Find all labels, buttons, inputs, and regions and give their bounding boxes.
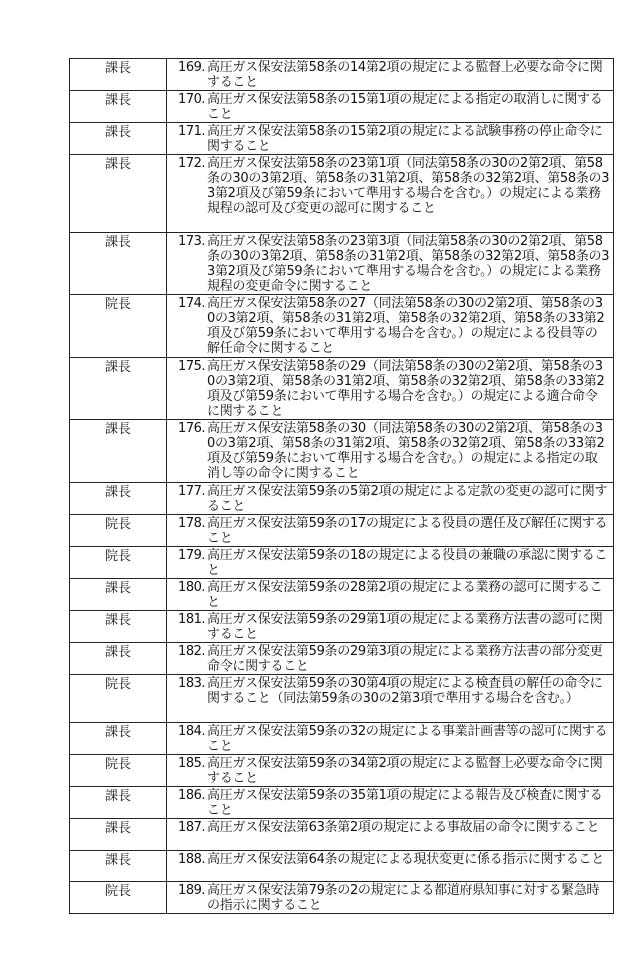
item-cell xyxy=(167,643,614,675)
item-text: 高圧ガス保安法第58条の27（同法第58条の30の2第2項、第58条の30の3第2項、第58条の31第2項、第58条の32第2項、第58条の33第2項及び第59条において準用する場合を含む。）の規定による役員等の解任命令に関すること xyxy=(207,296,605,356)
item-number: 172. xyxy=(178,156,205,171)
table-row xyxy=(70,755,614,787)
item-cell xyxy=(167,547,614,579)
item-text: 高圧ガス保安法第59条の18の規定による役員の兼職の承認に関すること xyxy=(207,548,608,578)
table-row xyxy=(70,358,614,420)
item-cell xyxy=(167,819,614,851)
table-row xyxy=(70,515,614,547)
table-row xyxy=(70,91,614,123)
item-number: 171. xyxy=(178,124,205,139)
role-cell: 院長 xyxy=(70,882,167,914)
item-number: 178. xyxy=(178,516,205,531)
item-text: 高圧ガス保安法第59条の28第2項の規定による業務の認可に関すること xyxy=(207,580,603,610)
item-cell xyxy=(167,91,614,123)
table-row xyxy=(70,547,614,579)
item-cell xyxy=(167,420,614,483)
table-row xyxy=(70,155,614,233)
role-cell: 課長 xyxy=(70,123,167,155)
item-text: 高圧ガス保安法第59条の17の規定による役員の選任及び解任に関すること xyxy=(207,516,608,546)
item-number: 179. xyxy=(178,548,205,563)
role-cell: 課長 xyxy=(70,483,167,515)
item-cell xyxy=(167,483,614,515)
item-number: 187. xyxy=(178,820,205,835)
table-row xyxy=(70,643,614,675)
role-cell: 課長 xyxy=(70,91,167,123)
role-cell: 院長 xyxy=(70,295,167,358)
table-row xyxy=(70,723,614,755)
role-cell: 院長 xyxy=(70,755,167,787)
table-row xyxy=(70,579,614,611)
role-cell: 課長 xyxy=(70,579,167,611)
role-cell: 院長 xyxy=(70,675,167,723)
table-row xyxy=(70,675,614,723)
item-text: 高圧ガス保安法第59条の29第1項の規定による業務方法書の認可に関すること xyxy=(207,612,603,642)
item-cell xyxy=(167,155,614,233)
table-row xyxy=(70,787,614,819)
table-row xyxy=(70,483,614,515)
table-row xyxy=(70,295,614,358)
table-row xyxy=(70,59,614,91)
table-row xyxy=(70,420,614,483)
item-cell xyxy=(167,233,614,295)
item-cell xyxy=(167,755,614,787)
role-cell: 課長 xyxy=(70,420,167,483)
item-cell xyxy=(167,358,614,420)
role-cell: 課長 xyxy=(70,59,167,91)
item-number: 182. xyxy=(178,644,205,659)
item-cell xyxy=(167,882,614,914)
item-number: 186. xyxy=(178,788,205,803)
item-text: 高圧ガス保安法第59条の32の規定による事業計画書等の認可に関すること xyxy=(207,724,608,754)
item-number: 170. xyxy=(178,92,205,107)
item-text: 高圧ガス保安法第59条の29第3項の規定による業務方法書の部分変更命令に関すること xyxy=(207,644,603,674)
item-number: 184. xyxy=(178,724,205,739)
item-number: 181. xyxy=(178,612,205,627)
table-row xyxy=(70,882,614,914)
item-text: 高圧ガス保安法第64条の規定による現状変更に係る指示に関すること xyxy=(207,852,604,867)
table-row xyxy=(70,819,614,851)
table-row xyxy=(70,611,614,643)
item-text: 高圧ガス保安法第59条の5第2項の規定による定款の変更の認可に関すること xyxy=(207,484,608,514)
item-cell xyxy=(167,515,614,547)
item-cell xyxy=(167,123,614,155)
item-cell xyxy=(167,787,614,819)
item-number: 175. xyxy=(178,359,205,374)
item-text: 高圧ガス保安法第58条の14第2項の規定による監督上必要な命令に関すること xyxy=(207,60,603,90)
item-text: 高圧ガス保安法第58条の29（同法第58条の30の2第2項、第58条の30の3第2項、第58条の31第2項、第58条の32第2項、第58条の33第2項及び第59条において準用する場合を含む。）の規定による適合命令に関すること xyxy=(207,359,605,419)
item-text: 高圧ガス保安法第79条の2の規定による都道府県知事に対する緊急時の指示に関すること xyxy=(207,883,600,913)
role-cell: 課長 xyxy=(70,851,167,882)
item-number: 189. xyxy=(178,883,205,898)
item-text: 高圧ガス保安法第58条の15第2項の規定による試験事務の停止命令に関すること xyxy=(207,124,603,154)
item-cell xyxy=(167,295,614,358)
item-number: 185. xyxy=(178,756,205,771)
item-text: 高圧ガス保安法第58条の23第3項（同法第58条の30の2第2項、第58条の30の3第2項、第58条の31第2項、第58条の32第2項、第58条の33第2項及び第59条において準用する場合を含む。）の規定による業務規程の変更命令に関すること xyxy=(207,234,610,294)
item-number: 169. xyxy=(178,60,205,75)
item-cell xyxy=(167,59,614,91)
item-text: 高圧ガス保安法第58条の30（同法第58条の30の2第2項、第58条の30の3第2項、第58条の31第2項、第58条の32第2項、第58条の33第2項及び第59条において準用する場合を含む。）の規定による指定の取消し等の命令に関すること xyxy=(207,421,605,481)
item-number: 180. xyxy=(178,580,205,595)
item-text: 高圧ガス保安法第59条の35第1項の規定による報告及び検査に関すること xyxy=(207,788,603,818)
item-cell xyxy=(167,579,614,611)
item-number: 173. xyxy=(178,234,205,249)
table-row xyxy=(70,123,614,155)
table-row xyxy=(70,851,614,882)
item-number: 176. xyxy=(178,421,205,436)
role-cell: 課長 xyxy=(70,233,167,295)
item-cell xyxy=(167,723,614,755)
role-cell: 課長 xyxy=(70,787,167,819)
item-text: 高圧ガス保安法第59条の30第4項の規定による検査員の解任の命令に関すること（同法第59条の30の2第3項で準用する場合を含む。） xyxy=(207,676,603,706)
item-cell xyxy=(167,851,614,882)
role-cell: 課長 xyxy=(70,723,167,755)
item-number: 188. xyxy=(178,852,205,867)
role-cell: 課長 xyxy=(70,611,167,643)
role-cell: 院長 xyxy=(70,515,167,547)
item-text: 高圧ガス保安法第59条の34第2項の規定による監督上必要な命令に関すること xyxy=(207,756,603,786)
role-cell: 課長 xyxy=(70,819,167,851)
role-cell: 課長 xyxy=(70,155,167,233)
item-number: 177. xyxy=(178,484,205,499)
item-text: 高圧ガス保安法第58条の15第1項の規定による指定の取消しに関すること xyxy=(207,92,603,122)
item-text: 高圧ガス保安法第58条の23第1項（同法第58条の30の2第2項、第58条の30の3第2項、第58条の31第2項、第58条の32第2項、第58条の33第2項及び第59条において準用する場合を含む。）の規定による業務規程の認可及び変更の認可に関すること xyxy=(207,156,610,216)
delegation-table xyxy=(69,58,614,914)
item-cell xyxy=(167,675,614,723)
item-cell xyxy=(167,611,614,643)
table-row xyxy=(70,233,614,295)
role-cell: 課長 xyxy=(70,358,167,420)
table-body xyxy=(70,59,614,914)
item-text: 高圧ガス保安法第63条第2項の規定による事故届の命令に関すること xyxy=(207,820,600,835)
role-cell: 院長 xyxy=(70,547,167,579)
role-cell: 課長 xyxy=(70,643,167,675)
item-number: 183. xyxy=(178,676,205,691)
item-number: 174. xyxy=(178,296,205,311)
